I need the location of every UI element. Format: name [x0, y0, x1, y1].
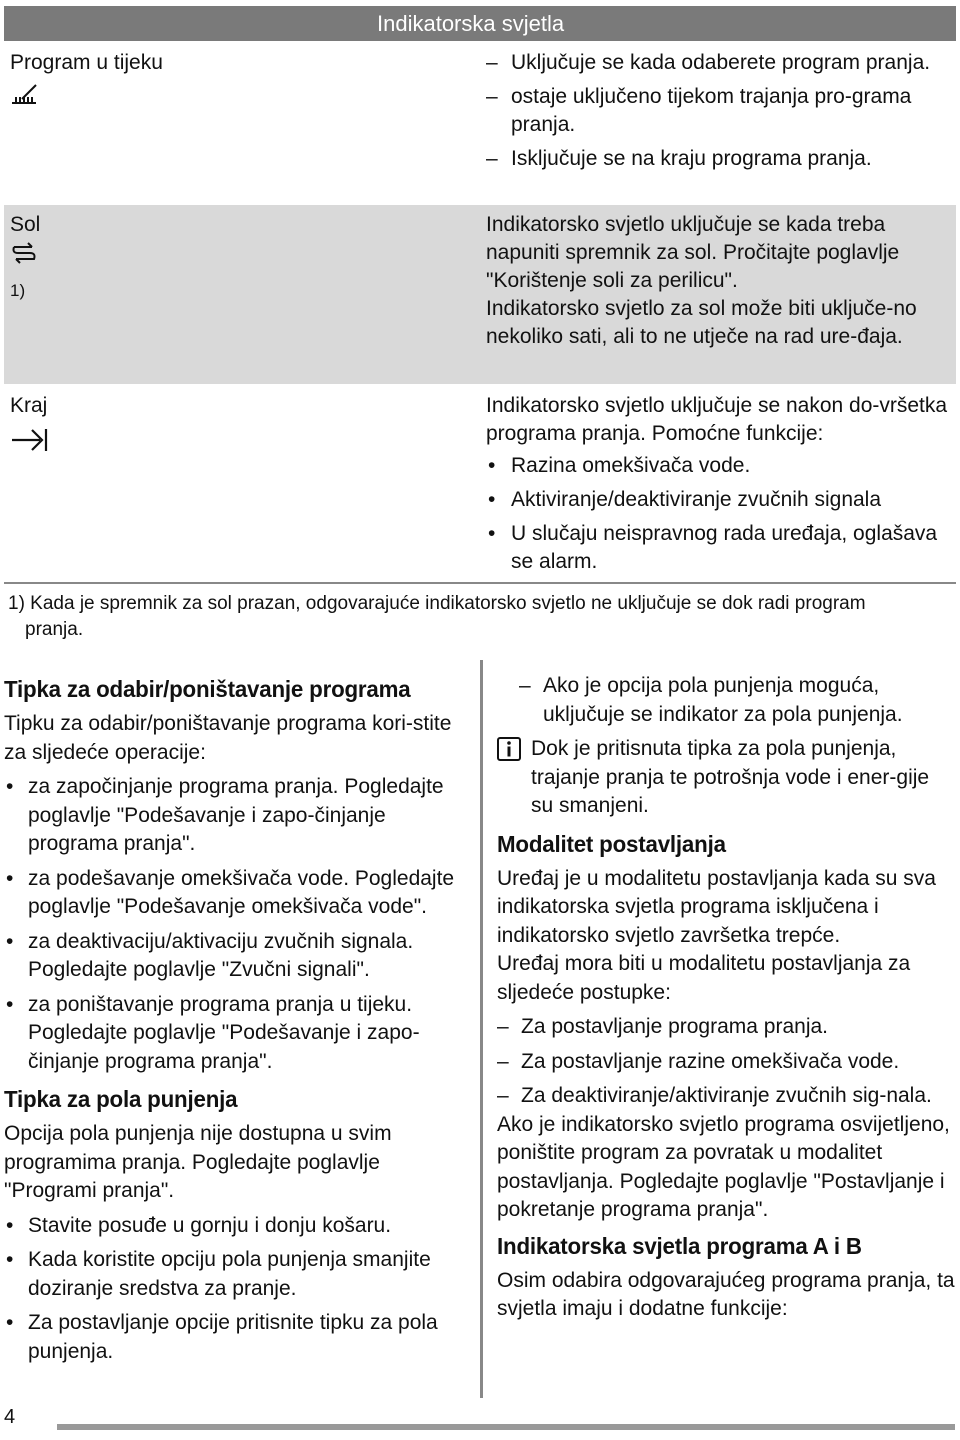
row-content [486, 392, 952, 582]
list-item: – Za deaktiviranje/aktiviranje zvučnih sig-nala. [497, 1082, 957, 1111]
list-item: – ostaje uključeno tijekom trajanja pro-grama pranja. [486, 83, 952, 139]
list-item: • U slučaju neispravnog rada uređaja, oglašava se alarm. [486, 520, 952, 576]
row-text: Indikatorsko svjetlo za sol može biti uključe-no nekoliko sati, ali to ne utječe na rad ure-đaja. [486, 297, 917, 348]
list-item: • Aktiviranje/deaktiviranje zvučnih signala [486, 486, 952, 514]
paragraph: Tipku za odabir/poništavanje programa kori-stite za sljedeće operacije: [4, 712, 452, 764]
list-item: • za podešavanje omekšivača vode. Pogledajte poglavlje "Podešavanje omekšivača vode". [4, 865, 474, 922]
paragraph: Osim odabira odgovarajućeg programa pranja, ta svjetla imaju i dodatne funkcije: [497, 1268, 955, 1320]
list-item: – Za postavljanje programa pranja. [497, 1013, 957, 1042]
table-row-program-running [4, 43, 956, 203]
column-divider [480, 660, 483, 1398]
list-item: – Isključuje se na kraju programa pranja. [486, 145, 952, 173]
list-item: • Stavite posuđe u gornju i donju košaru. [4, 1212, 474, 1241]
program-running-icon [10, 81, 40, 107]
footnote-ref: 1) [10, 281, 26, 300]
paragraph: Uređaj je u modalitetu postavljanja kada su sva indikatorska svjetla programa isključena i indikatorsko svjetlo završetka trepće. [497, 866, 936, 947]
section-title: Tipka za pola punjenja [4, 1086, 238, 1112]
table-footnote [8, 591, 954, 643]
list-item: • za deaktivaciju/aktivaciju zvučnih signala. Pogledajte poglavlje "Zvučni signali". [4, 928, 474, 985]
row-content [486, 49, 952, 179]
list-item: • Kada koristite opciju pola punjenja smanjite doziranje sredstva za pranje. [4, 1246, 474, 1303]
list-item: – Za postavljanje razine omekšivača vode. [497, 1048, 957, 1077]
list-item: • Za postavljanje opcije pritisnite tipku za pola punjenja. [4, 1309, 474, 1366]
left-column [4, 674, 474, 1372]
footer-bar [57, 1424, 955, 1430]
section-title: Modalitet postavljanja [497, 830, 726, 857]
list-item: • za poništavanje programa pranja u tijeku. Pogledajte poglavlje "Podešavanje i zapo-činjanje programa pranja". [4, 991, 474, 1077]
end-icon [10, 426, 50, 454]
right-column [497, 672, 957, 1330]
list-item: • za započinjanje programa pranja. Pogledajte poglavlje "Podešavanje i zapo-činjanje programa pranja". [4, 773, 474, 859]
row-label: Program u tijeku [10, 49, 163, 115]
info-note [497, 735, 957, 821]
row-label: Kraj [10, 392, 50, 462]
note-text: Dok je pritisnuta tipka za pola punjenja, trajanje pranja te potrošnja vode i ener-gije su smanjeni. [531, 737, 930, 817]
list-item: – Uključuje se kada odaberete program pranja. [486, 49, 952, 77]
table-header-title: Indikatorska svjetla [377, 11, 565, 36]
paragraph: Opcija pola punjenja nije dostupna u svim programima pranja. Pogledajte poglavlje "Programi pranja". [4, 1122, 392, 1202]
list-item: – Ako je opcija pola punjenja moguća, uključuje se indikator za pola punjenja. [519, 672, 957, 729]
row-text: Indikatorsko svjetlo uključuje se kada treba napuniti spremnik za sol. Pročitajte poglavlje "Korištenje soli za perilicu". [486, 213, 900, 292]
footnote-line: pranja. [25, 619, 84, 640]
salt-icon [10, 241, 40, 267]
section-title: Tipka za odabir/poništavanje programa [4, 676, 411, 702]
section-title: Indikatorska svjetla programa A i B [497, 1232, 862, 1259]
list-item: • Razina omekšivača vode. [486, 452, 952, 480]
table-row-end [4, 386, 956, 582]
paragraph: Uređaj mora biti u modalitetu postavljanja za sljedeće postupke: [497, 952, 911, 1004]
page-number: 4 [4, 1406, 16, 1428]
row-label: Sol 1) [10, 211, 40, 305]
table-row-salt [4, 205, 956, 384]
table-header [4, 6, 956, 41]
paragraph: Ako je indikatorsko svjetlo programa osvijetljeno, poništite program za povratak u modalitet postavljanja. Pogledajte poglavlje "Postavljanje i pokretanje programa pranja". [497, 1112, 950, 1221]
row-content [486, 211, 952, 351]
row-text: Indikatorsko svjetlo uključuje se nakon do-vršetka programa pranja. Pomoćne funkcije: [486, 394, 948, 445]
info-icon [497, 737, 521, 761]
table-bottom-line [4, 582, 956, 584]
footnote-line: 1) Kada je spremnik za sol prazan, odgovarajuće indikatorsko svjetlo ne uključuje se dok radi program [8, 593, 866, 614]
